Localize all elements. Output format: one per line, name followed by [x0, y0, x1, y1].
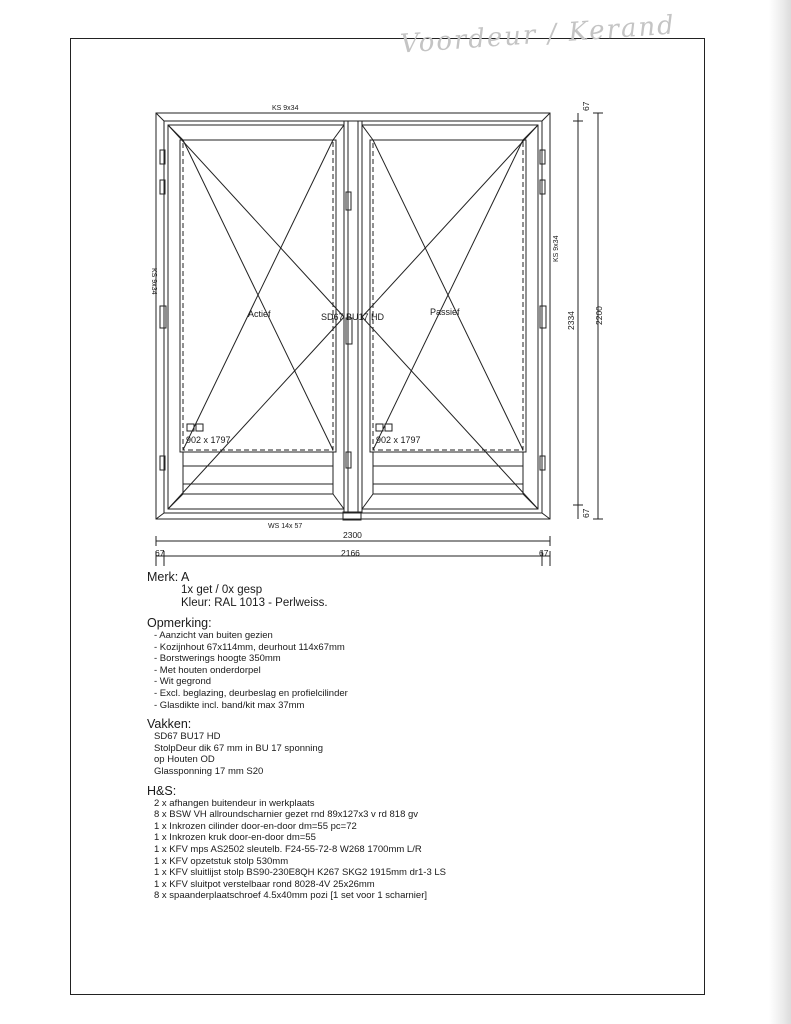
left-frame-label: KS 9x34 [150, 268, 157, 295]
dim-total-height: 2334 [566, 311, 576, 330]
hs-item: 1 x Inkrozen cilinder door-en-door dm=55 pc=72 [154, 820, 357, 832]
right-leaf [362, 125, 538, 509]
dim-right-frame: 67 [539, 548, 549, 558]
opmerking-item: - Aanzicht van buiten gezien [154, 630, 273, 641]
opmerking-item: - Borstwerings hoogte 350mm [154, 653, 281, 665]
bottom-frame-label: WS 14x 57 [268, 523, 303, 530]
vakken-title: Vakken: [147, 717, 192, 732]
dim-inner-width: 2166 [341, 548, 360, 558]
top-frame-label: KS 9x34 [272, 105, 299, 112]
opmerking-item: - Met houten onderdorpel [154, 664, 261, 676]
opmerking-item: - Kozijnhout 67x114mm, deurhout 114x67mm [154, 641, 345, 653]
right-frame-label: KS 9x34 [553, 235, 560, 262]
dim-top-frame: 67 [581, 101, 591, 111]
merk-value: A [181, 570, 190, 584]
dim-door-height: 2200 [594, 306, 604, 325]
hs-item: 1 x KFV opzetstuk stolp 530mm [154, 855, 289, 867]
hs-item: 1 x KFV mps AS2502 sleutelb. F24-55-72-8 W268 1700mm L/R [154, 843, 422, 855]
vakken-item: SD67 BU17 HD [154, 731, 221, 743]
dim-total-width: 2300 [343, 530, 362, 540]
merk-detail-1: 1x get / 0x gesp [181, 584, 263, 596]
hs-item: 1 x KFV sluitlijst stolp BS90-230E8QH K267 SKG2 1915mm dr1-3 LS [154, 867, 446, 879]
hs-item: 8 x BSW VH allroundscharnier gezet rnd 89x127x3 v rd 818 gv [154, 809, 419, 821]
hs-title: H&S: [147, 783, 177, 798]
vakken-item: Glassponning 17 mm S20 [154, 765, 264, 777]
opmerking-title: Opmerking: [147, 616, 212, 630]
hs-item: 8 x spaanderplaatschroef 4.5x40mm pozi [1 set voor 1 scharnier] [154, 890, 428, 902]
left-bottom-panel [183, 452, 333, 494]
right-bottom-panel [373, 452, 523, 494]
hs-item: 2 x afhangen buitendeur in werkplaats [154, 797, 315, 809]
left-leaf-label: Actief [248, 309, 271, 319]
merk-line [147, 570, 647, 584]
hs-item: 1 x Inkrozen kruk door-en-door dm=55 [154, 832, 316, 844]
vakken-item: op Houten OD [154, 754, 215, 766]
opmerking-item: - Glasdikte incl. band/kit max 37mm [154, 699, 305, 711]
opmerking-item: - Excl. beglazing, deurbeslag en profielcilinder [154, 687, 348, 699]
right-glass-size: 902 x 1797 [376, 435, 421, 445]
dim-left-frame: 67 [155, 548, 165, 558]
center-code-label: SD67 BU17 HD [321, 312, 385, 322]
opmerking-item: - Wit gegrond [154, 676, 212, 688]
merk-label: Merk: [147, 570, 179, 584]
right-leaf-label: Passief [430, 307, 460, 317]
handwritten-note: Voordeur / Kerand [399, 10, 677, 60]
hs-item: 1 x KFV sluitpot verstelbaar rond 8028-4V 25x26mm [154, 878, 375, 890]
merk-detail-2: Kleur: RAL 1013 - Perlweiss. [181, 597, 328, 609]
dim-bottom-frame: 67 [581, 508, 591, 518]
left-glass-size: 902 x 1797 [186, 435, 231, 445]
specification-text [147, 570, 647, 902]
vakken-item: StolpDeur dik 67 mm in BU 17 sponning [154, 742, 323, 754]
